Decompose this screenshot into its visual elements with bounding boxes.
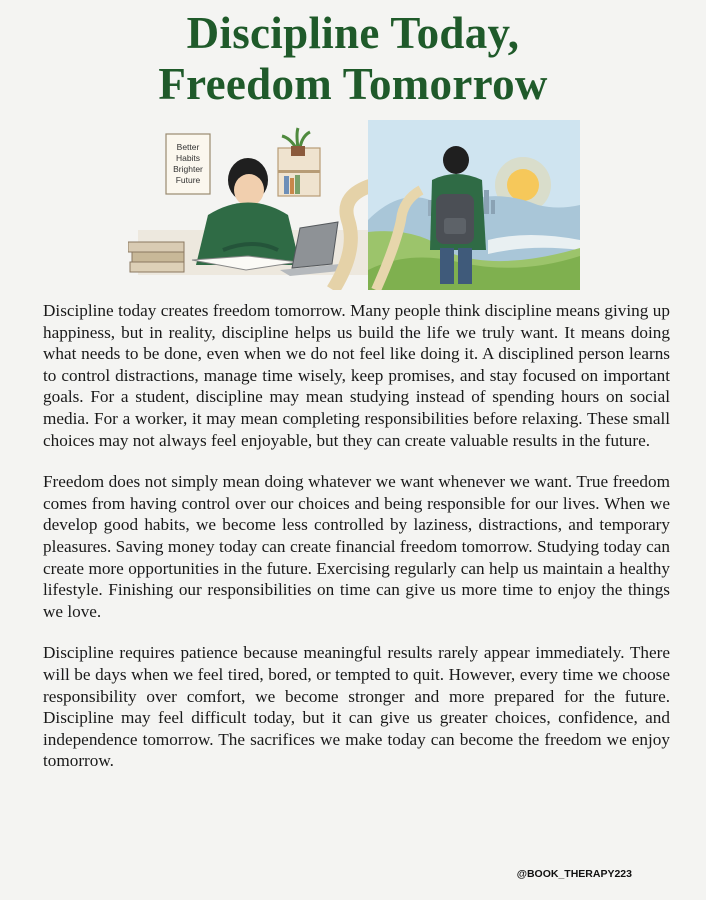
note-line-4: Future	[175, 175, 201, 185]
author-handle: @BOOK_THERAPY223	[516, 868, 632, 880]
paragraph-3: Discipline requires patience because meaningful results rarely appear immediately. There will be days when we feel tired, bored, or tempted to quit. However, every time we choose responsibility over comfort, we become stronger and more prepared for the future. Discipline may feel difficult today, but it can give us greater choices, confidence, and independence tomorrow. The sacrifices we make today can become the freedom we enjoy tomorrow.	[43, 643, 670, 771]
note-card	[166, 134, 210, 194]
page-title	[0, 8, 706, 110]
illustration	[128, 120, 580, 290]
paragraph-1: Discipline today creates freedom tomorrow. Many people think discipline means giving up happiness, but in reality, discipline helps us build the life we truly want. It means doing what needs to be done, even when we do not feel like doing it. A disciplined person learns to control distractions, manage time wisely, keep promises, and stay focused on important goals. For a student, discipline may mean studying instead of spending hours on social media. For a worker, it may mean completing responsibilities before relaxing. These small choices may not always feel enjoyable, but they can create valuable results in the future.	[43, 301, 670, 450]
title-line-2: Freedom Tomorrow	[158, 59, 548, 109]
note-line-2: Habits	[175, 153, 201, 163]
note-line-1: Better	[176, 142, 200, 152]
title-line-1: Discipline Today,	[186, 8, 520, 58]
note-line-3: Brighter	[173, 164, 203, 174]
paragraph-2: Freedom does not simply mean doing whatever we want whenever we want. True freedom comes from having control over our choices and being responsible for our lives. When we develop good habits, we become less controlled by laziness, distractions, and temporary pleasures. Saving money today can create financial freedom tomorrow. Studying today can create more opportunities in the future. Exercising regularly can help us maintain a healthy lifestyle. Finishing our responsibilities on time can give us more time to enjoy the things we love.	[43, 472, 670, 621]
article-body	[43, 300, 670, 792]
landscape-scene	[368, 120, 580, 290]
study-scene	[128, 120, 378, 290]
